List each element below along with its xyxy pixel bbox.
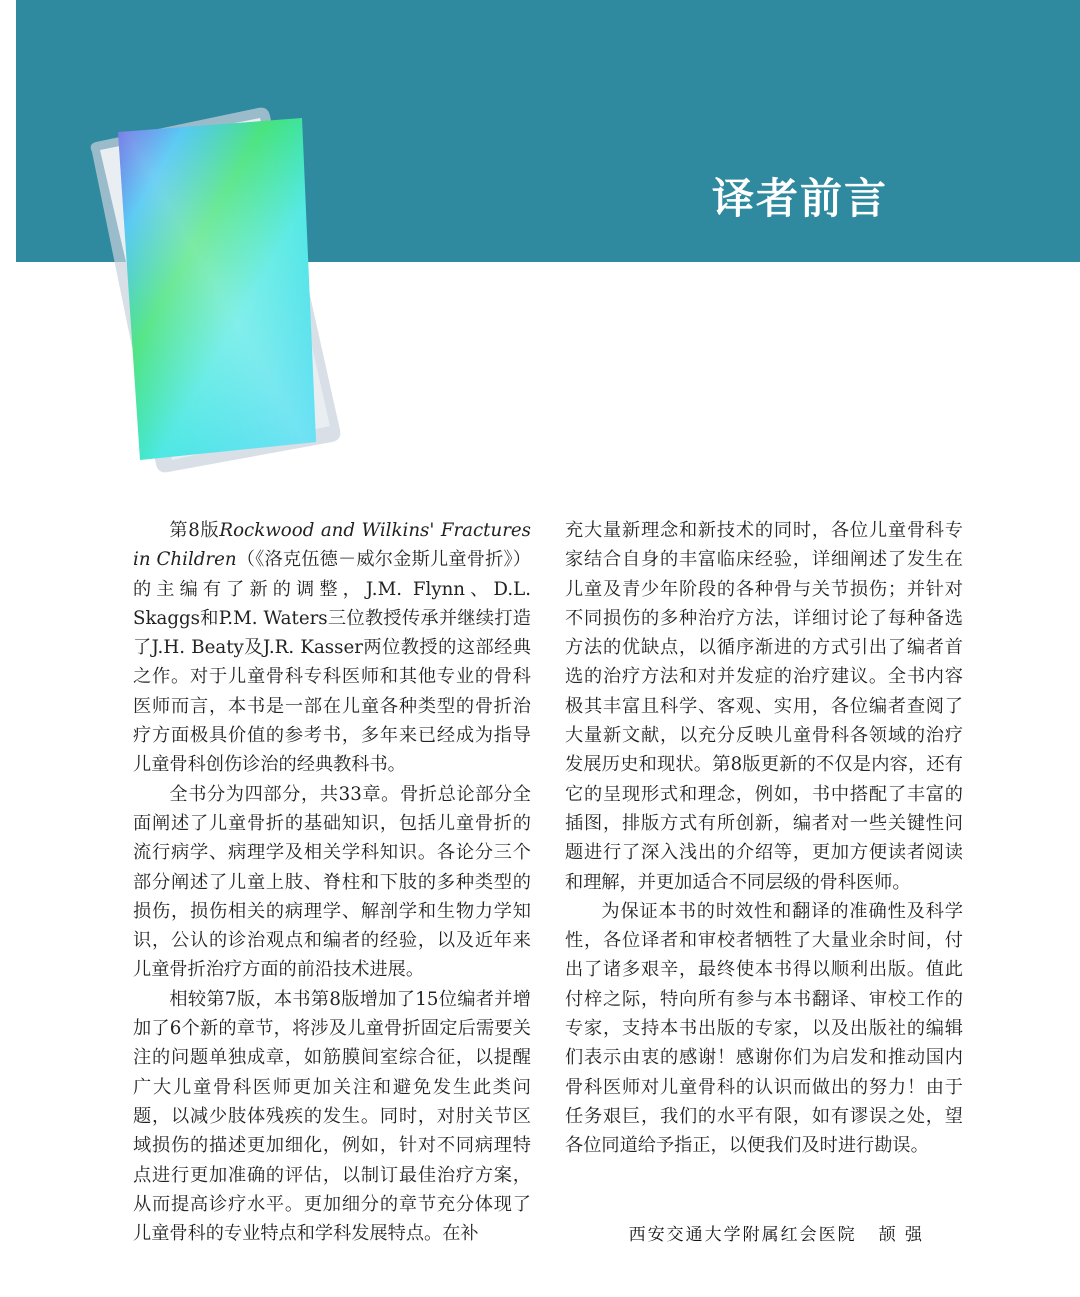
text-column-right [565,516,963,1161]
text-column-left [133,516,531,1248]
paragraph-3-start: 相较第7版，本书第8版增加了15位编者并增加了6个新的章节，将涉及儿童骨折固定后需要关注的问题单独成章，如筋膜间室综合征，以提醒广大儿童骨科医师更加关注和避免发生此类问题，以减少肢体残疾的发生。同时，对肘关节区域损伤的描述更加细化，例如，针对不同病理特点进行更加准确的评估，以制订最佳治疗方案，从而提高诊疗水平。更加细分的章节充分体现了儿童骨科的专业特点和学科发展特点。在补 [133,988,531,1245]
paragraph-1-body: （《洛克伍德－威尔金斯儿童骨折》）的主编有了新的调整，J.M. Flynn、D.L. Skaggs和P.M. Waters三位教授传承并继续打造了J.H. Beaty及J.R. Kasser两位教授的这部经典之作。对于儿童骨科专科医师和其他专业的骨科医师而言，本书是一部在儿童各种类型的骨折治疗方面极具价值的参考书，多年来已经成为指导儿童骨科创伤诊治的经典教科书。 [133,549,531,776]
book-title: Rockwood and Wilkins' Fractures in Children [133,520,531,571]
signature-institution: 西安交通大学附属红会医院 [628,1225,857,1245]
card-sheen [118,118,316,460]
paragraph-1 [133,516,531,780]
signature-name: 颉 强 [878,1225,924,1245]
translator-signature [629,1220,924,1245]
paragraph-2: 全书分为四部分，共33章。骨折总论部分全面阐述了儿童骨折的基础知识，包括儿童骨折的流行病学、病理学及相关学科知识。各论分三个部分阐述了儿童上肢、脊柱和下肢的多种类型的损伤，损伤相关的病理学、解剖学和生物力学知识，公认的诊治观点和编者的经验，以及近年来儿童骨折治疗方面的前沿技术进展。 [133,783,531,981]
decorative-card-graphic [80,100,360,480]
paragraph-1-lead: 第8版 [169,520,220,541]
page-title: 译者前言 [712,174,889,223]
paragraph-3-continued: 充大量新理念和新技术的同时，各位儿童骨科专家结合自身的丰富临床经验，详细阐述了发生在儿童及青少年阶段的各种骨与关节损伤；并针对不同损伤的多种治疗方法，详细讨论了每种备选方法的优缺点，以循序渐进的方式引出了编者首选的治疗方法和对并发症的治疗建议。全书内容极其丰富且科学、客观、实用，各位编者查阅了大量新文献，以充分反映儿童骨科各领域的治疗发展历史和现状。第8版更新的不仅是内容，还有它的呈现形式和理念，例如，书中搭配了丰富的插图，排版方式有所创新，编者对一些关键性问题进行了深入浅出的介绍等，更加方便读者阅读和理解，并更加适合不同层级的骨科医师。 [565,520,963,893]
paragraph-4: 为保证本书的时效性和翻译的准确性及科学性，各位译者和审校者牺牲了大量业余时间，付出了诸多艰辛，最终使本书得以顺利出版。值此付梓之际，特向所有参与本书翻译、审校工作的专家，支持本书出版的专家，以及出版社的编辑们表示由衷的感谢！感谢你们为启发和推动国内骨科医师对儿童骨科的认识而做出的努力！由于任务艰巨，我们的水平有限，如有谬误之处，望各位同道给予指正，以便我们及时进行勘误。 [565,900,963,1157]
